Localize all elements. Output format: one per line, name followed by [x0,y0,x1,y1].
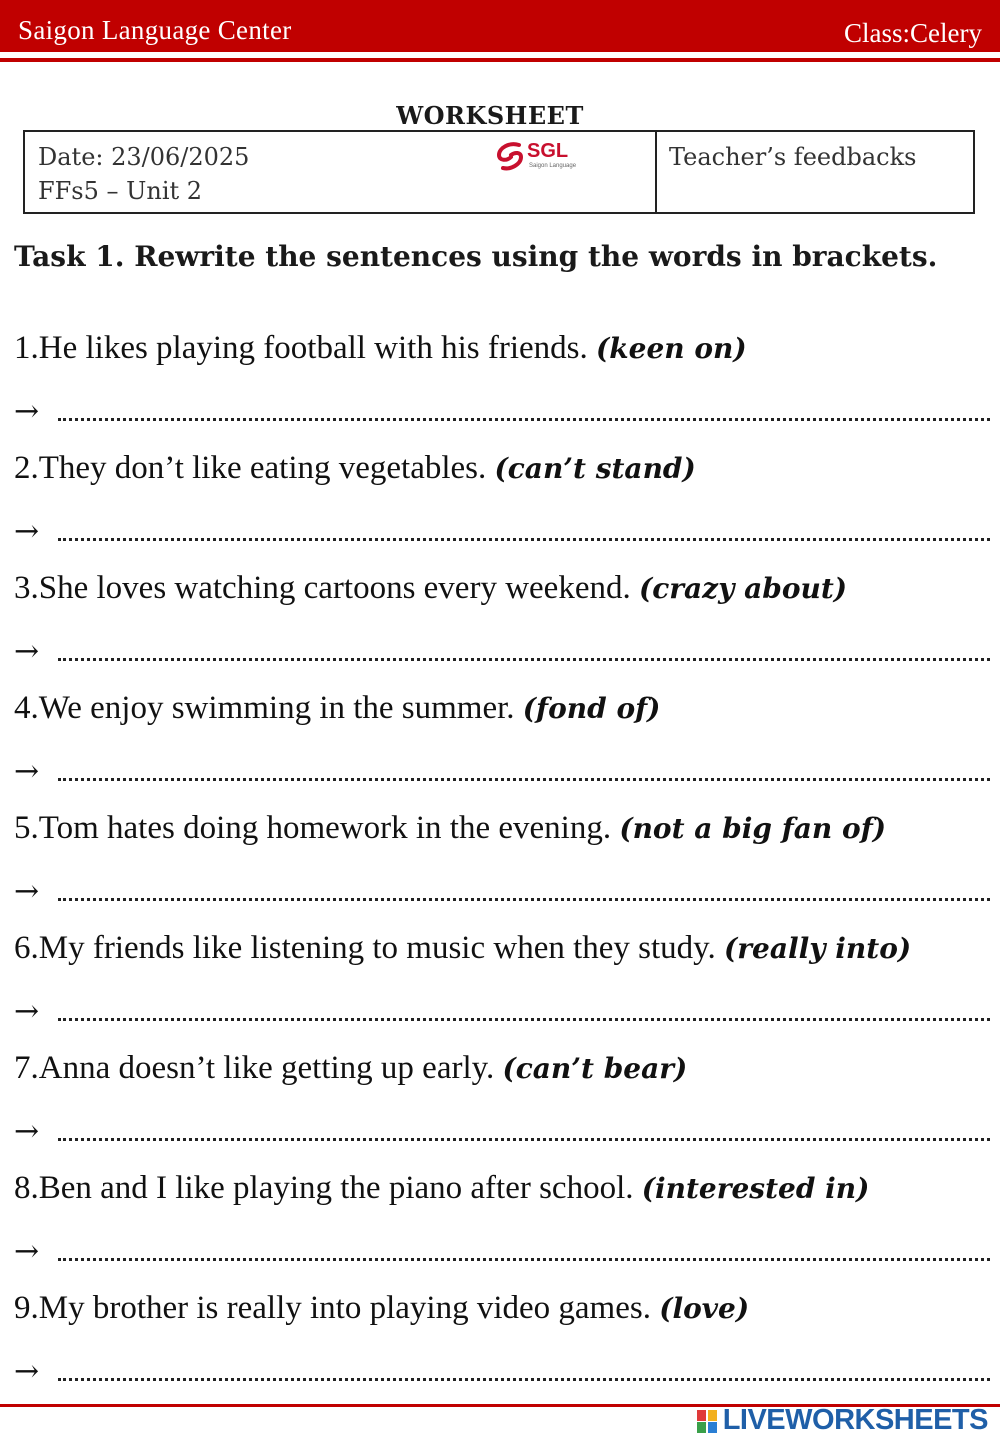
answer-line-7[interactable] [14,1114,990,1154]
worksheet-title: WORKSHEET [396,101,584,130]
question-hint: (crazy about) [638,572,848,605]
answer-line-6[interactable] [14,994,990,1034]
answer-blank[interactable] [58,1258,990,1261]
answer-line-4[interactable] [14,754,990,794]
question-1 [14,330,747,367]
question-3 [14,570,847,607]
question-text: 2.They don’t like eating vegetables. [14,450,495,486]
info-divider [655,132,657,212]
question-text: 1.He likes playing football with his friends. [14,330,596,366]
arrow-icon: → [14,874,40,909]
question-hint: (fond of) [522,692,661,725]
answer-blank[interactable] [58,658,990,661]
question-hint: (can’t stand) [494,452,696,485]
answer-blank[interactable] [58,1378,990,1381]
question-hint: (can’t bear) [502,1052,688,1085]
answer-line-3[interactable] [14,634,990,674]
question-text: 9.My brother is really into playing video games. [14,1290,660,1326]
date-label: Date: 23/06/2025 [38,143,250,171]
arrow-icon: → [14,394,40,429]
arrow-icon: → [14,1234,40,1269]
question-hint: (love) [659,1292,750,1325]
question-text: 8.Ben and I like playing the piano after school. [14,1170,642,1206]
arrow-icon: → [14,754,40,789]
question-4 [14,690,660,727]
answer-blank[interactable] [58,898,990,901]
question-6 [14,930,911,967]
question-text: 7.Anna doesn’t like getting up early. [14,1050,503,1086]
header-bar [0,0,1000,52]
header-divider [0,58,1000,62]
answer-blank[interactable] [58,418,990,421]
watermark-text: LIVEWORKSHEETS [722,1404,988,1436]
answer-line-9[interactable] [14,1354,990,1394]
question-7 [14,1050,687,1087]
sgl-logo-icon [493,140,527,172]
question-2 [14,450,696,487]
arrow-icon: → [14,514,40,549]
question-text: 4.We enjoy swimming in the summer. [14,690,523,726]
answer-line-5[interactable] [14,874,990,914]
arrow-icon: → [14,1354,40,1389]
logo-text: SGL [527,140,569,162]
question-9 [14,1290,749,1327]
answer-line-1[interactable] [14,394,990,434]
info-box [23,130,975,214]
center-name: Saigon Language Center [18,15,292,45]
answer-line-2[interactable] [14,514,990,554]
question-hint: (interested in) [641,1172,870,1205]
sgl-logo [493,140,593,174]
liveworksheets-watermark [697,1404,988,1437]
arrow-icon: → [14,994,40,1029]
question-text: 5.Tom hates doing homework in the evening. [14,810,620,846]
question-text: 6.My friends like listening to music when they study. [14,930,725,966]
question-text: 3.She loves watching cartoons every weekend. [14,570,639,606]
arrow-icon: → [14,1114,40,1149]
unit-label: FFs5 – Unit 2 [38,177,203,205]
arrow-icon: → [14,634,40,669]
question-hint: (keen on) [596,332,747,365]
answer-blank[interactable] [58,1018,990,1021]
question-hint: (really into) [724,932,912,965]
logo-subtext: Saigon Language [529,163,577,169]
liveworksheets-logo-icon [697,1408,719,1434]
answer-line-8[interactable] [14,1234,990,1274]
class-label: Class:Celery [844,18,982,48]
question-8 [14,1170,869,1207]
answer-blank[interactable] [58,538,990,541]
question-5 [14,810,886,847]
answer-blank[interactable] [58,1138,990,1141]
teacher-feedback-label: Teacher’s feedbacks [669,143,917,171]
question-hint: (not a big fan of) [619,812,886,845]
answer-blank[interactable] [58,778,990,781]
task-title: Task 1. Rewrite the sentences using the words in brackets. [14,240,938,273]
